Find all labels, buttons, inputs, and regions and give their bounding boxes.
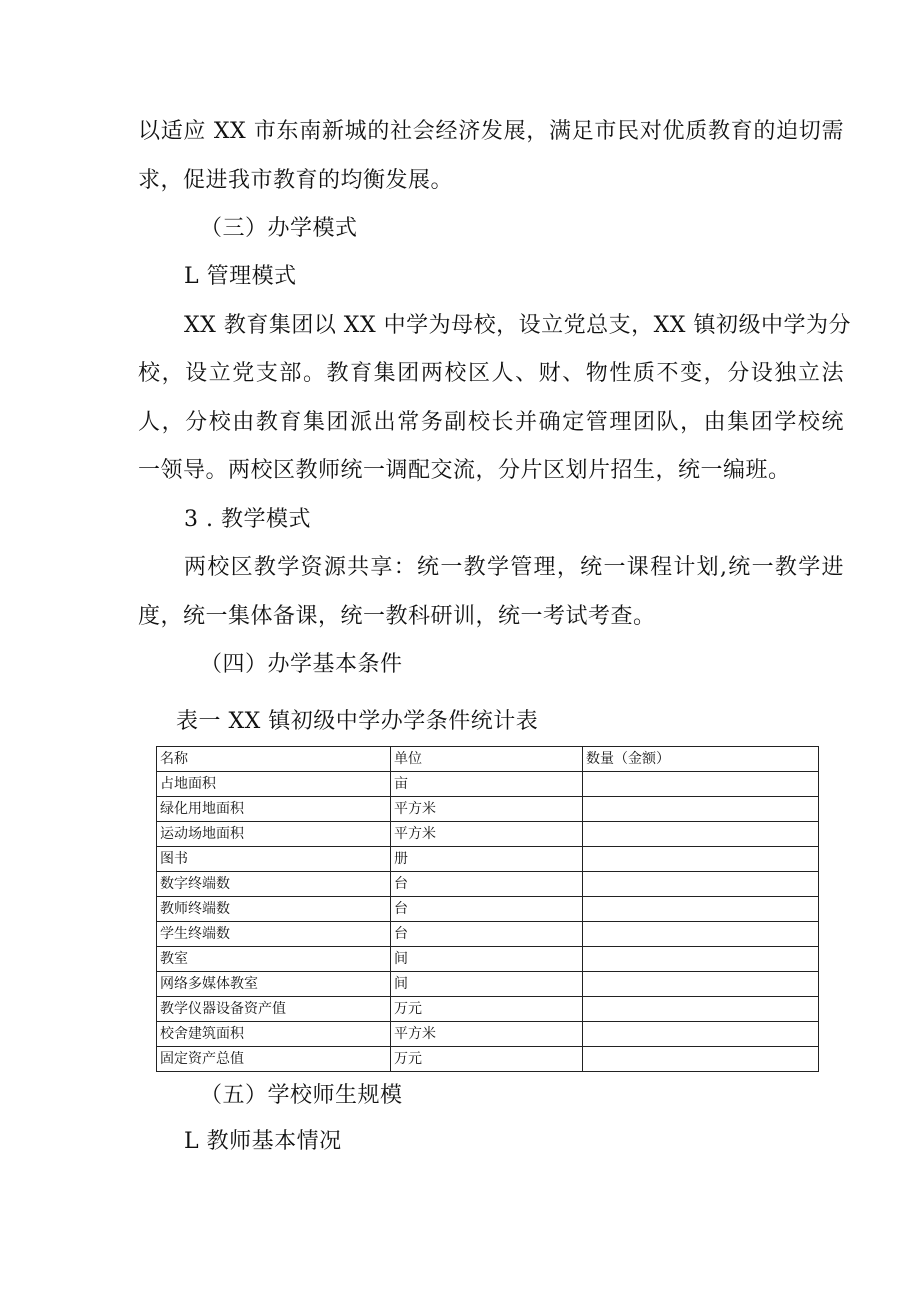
paragraph-line: 求，促进我市教育的均衡发展。 [138,168,454,193]
table-row [157,797,819,822]
table-row [157,847,819,872]
cell-item-name: 网络多媒体教室 [157,972,391,997]
table-row [157,1022,819,1047]
cell-item-name: 固定资产总值 [157,1047,391,1072]
table-row [157,822,819,847]
subsection-heading: L 教师基本情况 [184,1129,342,1154]
subsection-heading: L 管理模式 [184,264,297,289]
table-caption: 表一 XX 镇初级中学办学条件统计表 [176,709,539,734]
cell-unit: 台 [391,922,583,947]
header-cell-name: 名称 [157,747,391,772]
cell-quantity [583,1047,819,1072]
table-row [157,922,819,947]
cell-item-name: 学生终端数 [157,922,391,947]
conditions-table [156,746,819,1072]
cell-item-name: 教师终端数 [157,897,391,922]
cell-item-name: 教学仪器设备资产值 [157,997,391,1022]
table-row [157,1047,819,1072]
table-row [157,897,819,922]
cell-quantity [583,997,819,1022]
paragraph-line: 人，分校由教育集团派出常务副校长并确定管理团队，由集团学校统 [138,410,844,435]
cell-item-name: 数字终端数 [157,872,391,897]
paragraph-line: 以适应 XX 市东南新城的社会经济发展，满足市民对优质教育的迫切需 [138,119,844,144]
section-heading: （三）办学模式 [200,216,358,241]
cell-quantity [583,797,819,822]
paragraph-line: 两校区教学资源共享：统一教学管理，统一课程计划,统一教学进 [184,555,844,580]
table-row [157,772,819,797]
cell-unit: 册 [391,847,583,872]
table-row [157,997,819,1022]
header-cell-unit: 单位 [391,747,583,772]
cell-quantity [583,897,819,922]
cell-item-name: 校舍建筑面积 [157,1022,391,1047]
cell-quantity [583,772,819,797]
cell-unit: 间 [391,972,583,997]
table-row [157,872,819,897]
cell-quantity [583,947,819,972]
cell-quantity [583,972,819,997]
paragraph-line: 一领导。两校区教师统一调配交流，分片区划片招生，统一编班。 [138,458,791,483]
cell-item-name: 运动场地面积 [157,822,391,847]
table-row [157,947,819,972]
cell-item-name: 占地面积 [157,772,391,797]
paragraph-line: 校，设立党支部。教育集团两校区人、财、物性质不变，分设独立法 [138,361,844,386]
cell-unit: 平方米 [391,1022,583,1047]
cell-item-name: 图书 [157,847,391,872]
table-header-row [157,747,819,772]
cell-item-name: 绿化用地面积 [157,797,391,822]
cell-quantity [583,847,819,872]
cell-unit: 万元 [391,997,583,1022]
cell-quantity [583,922,819,947]
cell-unit: 台 [391,872,583,897]
section-heading: （五）学校师生规模 [200,1083,403,1108]
paragraph-line: 度，统一集体备课，统一教科研训，统一考试考查。 [138,604,656,629]
subsection-heading: 3 . 教学模式 [184,507,311,532]
cell-unit: 间 [391,947,583,972]
cell-unit: 台 [391,897,583,922]
cell-quantity [583,872,819,897]
cell-unit: 万元 [391,1047,583,1072]
cell-unit: 亩 [391,772,583,797]
cell-unit: 平方米 [391,797,583,822]
cell-quantity [583,822,819,847]
section-heading: （四）办学基本条件 [200,652,403,677]
table-row [157,972,819,997]
cell-item-name: 教室 [157,947,391,972]
paragraph-line: XX 教育集团以 XX 中学为母校，设立党总支，XX 镇初级中学为分 [184,313,851,338]
header-cell-quantity: 数量（金额） [583,747,819,772]
cell-quantity [583,1022,819,1047]
cell-unit: 平方米 [391,822,583,847]
